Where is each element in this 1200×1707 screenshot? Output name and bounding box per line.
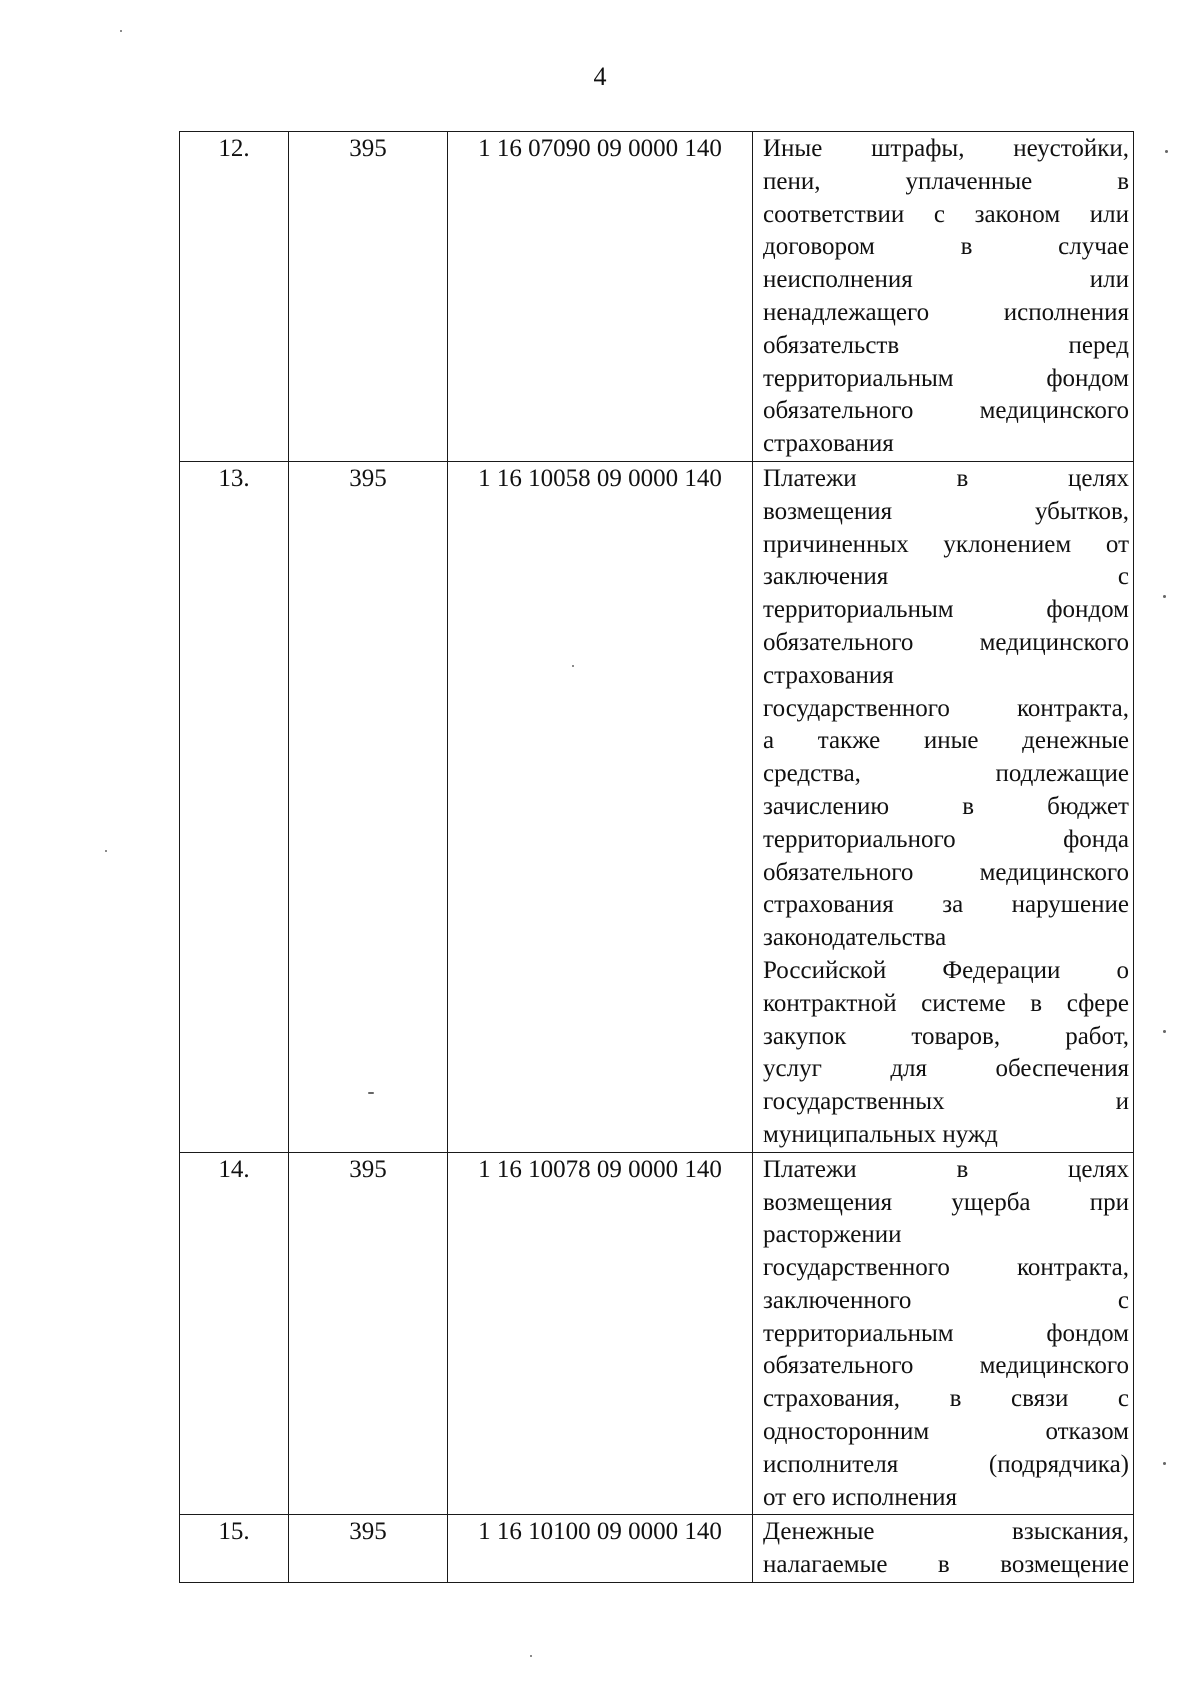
description-line: заключения с xyxy=(763,563,1129,591)
revenue-description xyxy=(753,461,1134,1152)
description-line: расторжении xyxy=(763,1221,902,1249)
admin-code: 395 xyxy=(289,1515,448,1583)
description-line: возмещения убытков, xyxy=(763,497,1129,525)
scan-speck xyxy=(530,1655,532,1657)
table-row xyxy=(180,1515,1134,1583)
description-line: страхования xyxy=(763,430,894,458)
revenue-description xyxy=(753,1152,1134,1515)
revenue-code: 1 16 10058 09 0000 140 xyxy=(448,461,753,1152)
row-number: 15. xyxy=(180,1515,289,1583)
row-number: 12. xyxy=(180,132,289,462)
scan-speck xyxy=(368,1092,374,1094)
description-line: государственного контракта, xyxy=(763,1254,1129,1282)
row-number: 13. xyxy=(180,461,289,1152)
description-line: страхования xyxy=(763,661,894,689)
table-row xyxy=(180,132,1134,462)
description-line: муниципальных нужд xyxy=(763,1120,998,1148)
scan-speck xyxy=(120,30,122,32)
description-line: страхования за нарушение xyxy=(763,891,1129,919)
description-line: обязательного медицинского xyxy=(763,858,1129,886)
description-line: государственных и xyxy=(763,1088,1129,1116)
description-line: обязательного медицинского xyxy=(763,1352,1129,1380)
description-line: односторонним отказом xyxy=(763,1418,1129,1446)
description-line: пени, уплаченные в xyxy=(763,167,1129,195)
description-line: территориальным фондом xyxy=(763,596,1129,624)
description-line: зачислению в бюджет xyxy=(763,792,1129,820)
table-row xyxy=(180,1152,1134,1515)
description-line: налагаемые в возмещение xyxy=(763,1551,1129,1579)
description-line: Российской Федерации о xyxy=(763,956,1129,984)
admin-code: 395 xyxy=(289,1152,448,1515)
description-line: возмещения ущерба при xyxy=(763,1188,1129,1216)
scan-speck xyxy=(1163,1462,1166,1465)
description-line: договором в случае xyxy=(763,233,1129,261)
admin-code: 395 xyxy=(289,461,448,1152)
description-line: от его исполнения xyxy=(763,1483,958,1511)
description-line: обязательного медицинского xyxy=(763,628,1129,656)
description-line: контрактной системе в сфере xyxy=(763,989,1129,1017)
description-line: Платежи в целях xyxy=(763,464,1129,492)
description-line: исполнителя (подрядчика) xyxy=(763,1450,1129,1478)
description-line: Денежные взыскания, xyxy=(763,1518,1129,1546)
description-line: территориального фонда xyxy=(763,825,1129,853)
scan-speck xyxy=(105,850,107,852)
scan-speck xyxy=(1163,595,1166,598)
description-line: соответствии с законом или xyxy=(763,200,1129,228)
description-line: территориальным фондом xyxy=(763,364,1129,392)
admin-code: 395 xyxy=(289,132,448,462)
description-line: Иные штрафы, неустойки, xyxy=(763,135,1129,162)
description-line: услуг для обеспечения xyxy=(763,1055,1129,1083)
revenue-description xyxy=(753,1515,1134,1583)
description-line: государственного контракта, xyxy=(763,694,1129,722)
table-row xyxy=(180,461,1134,1152)
description-line: а также иные денежные xyxy=(763,727,1129,755)
description-line: ненадлежащего исполнения xyxy=(763,298,1129,326)
description-line: законодательства xyxy=(763,924,947,952)
description-line: причиненных уклонением от xyxy=(763,530,1129,558)
table-body xyxy=(180,132,1134,1583)
revenue-code: 1 16 10100 09 0000 140 xyxy=(448,1515,753,1583)
page-number: 4 xyxy=(593,62,607,91)
description-line: страхования, в связи с xyxy=(763,1385,1129,1413)
revenue-code: 1 16 07090 09 0000 140 xyxy=(448,132,753,462)
description-line: обязательств перед xyxy=(763,331,1129,359)
revenue-code: 1 16 10078 09 0000 140 xyxy=(448,1152,753,1515)
scan-speck xyxy=(1165,150,1168,153)
scan-speck xyxy=(1163,1030,1166,1033)
description-line: средства, подлежащие xyxy=(763,760,1129,788)
revenue-description xyxy=(753,132,1134,462)
revenue-codes-table xyxy=(179,131,1134,1583)
description-line: неисполнения или xyxy=(763,266,1129,294)
description-line: Платежи в целях xyxy=(763,1155,1129,1183)
description-line: закупок товаров, работ, xyxy=(763,1022,1129,1050)
description-line: обязательного медицинского xyxy=(763,397,1129,425)
description-line: территориальным фондом xyxy=(763,1319,1129,1347)
scan-speck xyxy=(572,665,574,667)
row-number: 14. xyxy=(180,1152,289,1515)
description-line: заключенного с xyxy=(763,1286,1129,1314)
